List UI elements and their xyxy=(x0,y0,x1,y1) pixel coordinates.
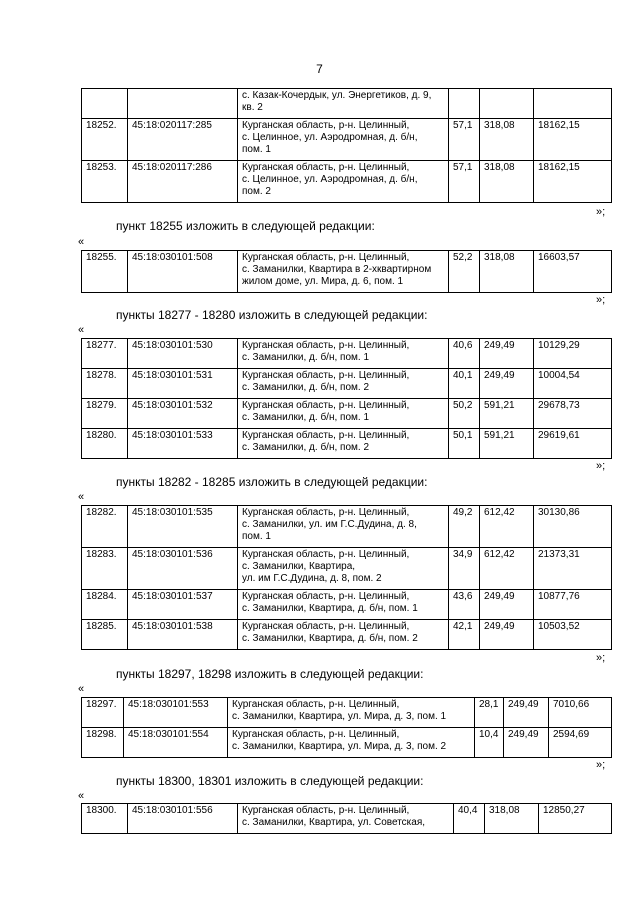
address: Курганская область, р-н. Целинный, с. Заманилки, ул. им Г.С.Дудина, д. 8, пом. 1 xyxy=(238,506,449,548)
cadastral-number: 45:18:030101:531 xyxy=(128,369,238,399)
area: 50,1 xyxy=(449,429,480,459)
row-number: 18255. xyxy=(82,251,128,293)
rate: 249,49 xyxy=(480,620,534,650)
row-number: 18279. xyxy=(82,399,128,429)
register-table xyxy=(81,697,612,758)
rate: 318,08 xyxy=(480,251,534,293)
row-number: 18284. xyxy=(82,590,128,620)
table-row xyxy=(82,620,612,650)
address: Курганская область, р-н. Целинный, с. Заманилки, Квартира, ул. им Г.С.Дудина, д. 8, пом. 2 xyxy=(238,548,449,590)
area: 34,9 xyxy=(449,548,480,590)
area: 10,4 xyxy=(475,728,504,758)
address: Курганская область, р-н. Целинный, с. Заманилки, д. б/н, пом. 2 xyxy=(238,369,449,399)
row-number: 18300. xyxy=(82,804,128,834)
rate: 591,21 xyxy=(480,429,534,459)
address: Курганская область, р-н. Целинный, с. Заманилки, д. б/н, пом. 1 xyxy=(238,399,449,429)
value: 18162,15 xyxy=(534,119,612,161)
opening-quote: « xyxy=(78,324,85,336)
register-table xyxy=(81,803,612,834)
rate: 249,49 xyxy=(480,339,534,369)
area: 57,1 xyxy=(449,119,480,161)
area: 40,6 xyxy=(449,339,480,369)
area: 43,6 xyxy=(449,590,480,620)
rate: 249,49 xyxy=(504,698,549,728)
area: 42,1 xyxy=(449,620,480,650)
value: 29619,61 xyxy=(534,429,612,459)
amendment-instruction: пункты 18277 - 18280 изложить в следующей редакции: xyxy=(116,308,428,322)
value: 2594,69 xyxy=(549,728,612,758)
cadastral-number: 45:18:020117:286 xyxy=(128,161,238,203)
table-row xyxy=(82,251,612,293)
row-number: 18282. xyxy=(82,506,128,548)
address: Курганская область, р-н. Целинный, с. Заманилки, Квартира, ул. Советская, xyxy=(238,804,454,834)
rate: 612,42 xyxy=(480,506,534,548)
cadastral-number: 45:18:030101:554 xyxy=(124,728,228,758)
rate: 249,49 xyxy=(480,590,534,620)
rate: 318,08 xyxy=(480,119,534,161)
row-number: 18285. xyxy=(82,620,128,650)
row-number xyxy=(82,89,128,119)
closing-quote: »; xyxy=(596,652,606,664)
amendment-instruction: пункты 18282 - 18285 изложить в следующей редакции: xyxy=(116,475,428,489)
closing-quote: »; xyxy=(596,460,606,472)
area: 52,2 xyxy=(449,251,480,293)
row-number: 18297. xyxy=(82,698,124,728)
table-row xyxy=(82,548,612,590)
register-table xyxy=(81,250,612,293)
value: 10877,76 xyxy=(534,590,612,620)
row-number: 18277. xyxy=(82,339,128,369)
page-number: 7 xyxy=(316,62,323,76)
register-table xyxy=(81,88,612,203)
value xyxy=(534,89,612,119)
row-number: 18278. xyxy=(82,369,128,399)
table-row xyxy=(82,698,612,728)
row-number: 18283. xyxy=(82,548,128,590)
address: Курганская область, р-н. Целинный, с. Заманилки, Квартира, ул. Мира, д. 3, пом. 1 xyxy=(228,698,475,728)
cadastral-number xyxy=(128,89,238,119)
rate: 591,21 xyxy=(480,399,534,429)
address: Курганская область, р-н. Целинный, с. Заманилки, Квартира, д. б/н, пом. 1 xyxy=(238,590,449,620)
rate: 318,08 xyxy=(485,804,539,834)
amendment-instruction: пункты 18300, 18301 изложить в следующей редакции: xyxy=(116,774,424,788)
value: 16603,57 xyxy=(534,251,612,293)
opening-quote: « xyxy=(78,683,85,695)
area: 40,1 xyxy=(449,369,480,399)
cadastral-number: 45:18:030101:536 xyxy=(128,548,238,590)
closing-quote: »; xyxy=(596,759,606,771)
area: 57,1 xyxy=(449,161,480,203)
value: 7010,66 xyxy=(549,698,612,728)
rate: 249,49 xyxy=(504,728,549,758)
address: с. Казак-Кочердык, ул. Энергетиков, д. 9, кв. 2 xyxy=(238,89,449,119)
register-table xyxy=(81,338,612,459)
address: Курганская область, р-н. Целинный, с. Заманилки, д. б/н, пом. 2 xyxy=(238,429,449,459)
address: Курганская область, р-н. Целинный, с. Целинное, ул. Аэродромная, д. б/н, пом. 2 xyxy=(238,161,449,203)
table-row xyxy=(82,339,612,369)
register-table xyxy=(81,505,612,650)
area xyxy=(449,89,480,119)
area: 50,2 xyxy=(449,399,480,429)
opening-quote: « xyxy=(78,790,85,802)
row-number: 18253. xyxy=(82,161,128,203)
table-row xyxy=(82,590,612,620)
area: 40,4 xyxy=(454,804,485,834)
area: 49,2 xyxy=(449,506,480,548)
row-number: 18298. xyxy=(82,728,124,758)
address: Курганская область, р-н. Целинный, с. Заманилки, Квартира в 2-хквартирном жилом доме, ул. Мира, д. 6, пом. 1 xyxy=(238,251,449,293)
cadastral-number: 45:18:020117:285 xyxy=(128,119,238,161)
opening-quote: « xyxy=(78,236,85,248)
address: Курганская область, р-н. Целинный, с. Заманилки, Квартира, ул. Мира, д. 3, пом. 2 xyxy=(228,728,475,758)
rate: 318,08 xyxy=(480,161,534,203)
amendment-instruction: пункт 18255 изложить в следующей редакции: xyxy=(116,219,375,233)
value: 10004,54 xyxy=(534,369,612,399)
table-row xyxy=(82,506,612,548)
table-row xyxy=(82,399,612,429)
value: 30130,86 xyxy=(534,506,612,548)
amendment-instruction: пункты 18297, 18298 изложить в следующей редакции: xyxy=(116,667,424,681)
table-row xyxy=(82,728,612,758)
row-number: 18280. xyxy=(82,429,128,459)
table-row xyxy=(82,369,612,399)
row-number: 18252. xyxy=(82,119,128,161)
cadastral-number: 45:18:030101:556 xyxy=(128,804,238,834)
cadastral-number: 45:18:030101:553 xyxy=(124,698,228,728)
cadastral-number: 45:18:030101:537 xyxy=(128,590,238,620)
opening-quote: « xyxy=(78,491,85,503)
table-row xyxy=(82,119,612,161)
value: 21373,31 xyxy=(534,548,612,590)
table-row xyxy=(82,89,612,119)
closing-quote: »; xyxy=(596,206,606,218)
value: 18162,15 xyxy=(534,161,612,203)
cadastral-number: 45:18:030101:508 xyxy=(128,251,238,293)
value: 29678,73 xyxy=(534,399,612,429)
address: Курганская область, р-н. Целинный, с. Целинное, ул. Аэродромная, д. б/н, пом. 1 xyxy=(238,119,449,161)
cadastral-number: 45:18:030101:533 xyxy=(128,429,238,459)
table-row xyxy=(82,161,612,203)
value: 10503,52 xyxy=(534,620,612,650)
rate: 249,49 xyxy=(480,369,534,399)
cadastral-number: 45:18:030101:532 xyxy=(128,399,238,429)
table-row xyxy=(82,429,612,459)
closing-quote: »; xyxy=(596,294,606,306)
value: 12850,27 xyxy=(539,804,612,834)
cadastral-number: 45:18:030101:530 xyxy=(128,339,238,369)
address: Курганская область, р-н. Целинный, с. Заманилки, Квартира, д. б/н, пом. 2 xyxy=(238,620,449,650)
cadastral-number: 45:18:030101:538 xyxy=(128,620,238,650)
value: 10129,29 xyxy=(534,339,612,369)
area: 28,1 xyxy=(475,698,504,728)
address: Курганская область, р-н. Целинный, с. Заманилки, д. б/н, пом. 1 xyxy=(238,339,449,369)
table-row xyxy=(82,804,612,834)
cadastral-number: 45:18:030101:535 xyxy=(128,506,238,548)
rate xyxy=(480,89,534,119)
rate: 612,42 xyxy=(480,548,534,590)
